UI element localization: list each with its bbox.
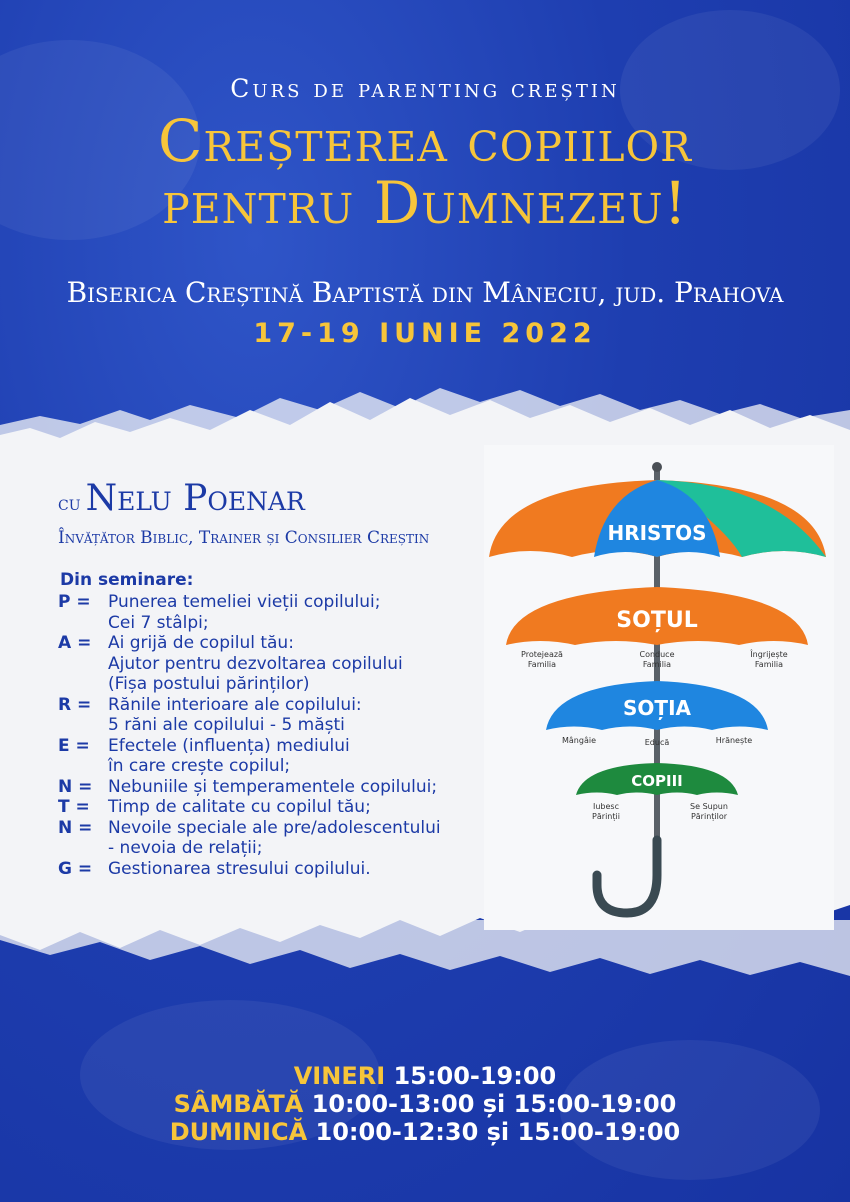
umbrella-tip bbox=[652, 462, 662, 472]
schedule bbox=[0, 1062, 850, 1146]
seminar-letter bbox=[58, 674, 108, 695]
tier-hristos-label: HRISTOS bbox=[607, 521, 707, 545]
tier-sotia-label: SOȚIA bbox=[623, 696, 691, 720]
tier-copiii-left-1: Iubesc bbox=[593, 802, 619, 811]
seminar-item bbox=[58, 654, 498, 675]
tier-sotia-left: Mângâie bbox=[562, 736, 596, 745]
tier-sotul-left-1: Protejează bbox=[521, 650, 563, 659]
tier-sotul-center-2: Familia bbox=[642, 660, 672, 669]
schedule-hours: 10:00-12:30 și 15:00-19:00 bbox=[315, 1118, 681, 1146]
tier-copiii-right-1: Se Supun bbox=[690, 802, 728, 811]
seminar-item bbox=[58, 818, 498, 839]
tier-copiii-label: COPIII bbox=[631, 772, 683, 790]
seminar-text: Ai grijă de copilul tău: bbox=[108, 633, 294, 653]
seminar-letter bbox=[58, 613, 108, 634]
tier-sotul-label: SOȚUL bbox=[616, 608, 698, 633]
seminar-letter: P = bbox=[58, 592, 91, 612]
schedule-day: SÂMBĂTĂ bbox=[173, 1090, 304, 1118]
seminar-item bbox=[58, 613, 498, 634]
seminar-text: Efectele (influența) mediului bbox=[108, 735, 350, 756]
seminar-text: Ajutor pentru dezvoltarea copilului bbox=[108, 653, 403, 674]
seminar-item bbox=[58, 674, 498, 695]
seminar-letter bbox=[58, 756, 108, 777]
seminar-item bbox=[58, 797, 498, 818]
seminar-text: 5 răni ale copilului - 5 măști bbox=[108, 715, 345, 735]
speaker-name: Nelu Poenar bbox=[85, 478, 305, 519]
tier-sotul-right-1: Îngrijește bbox=[750, 650, 788, 659]
course-title bbox=[0, 107, 850, 237]
title-line-1: Creșterea copiilor bbox=[157, 107, 693, 175]
event-dates: 17-19 IUNIE 2022 bbox=[253, 318, 597, 349]
seminar-list bbox=[58, 592, 498, 879]
seminar-letter: R = bbox=[58, 694, 92, 715]
tier-sotul-right-2: Familia bbox=[754, 660, 784, 669]
seminar-letter bbox=[58, 838, 108, 859]
seminar-text: Rănile interioare ale copilului: bbox=[108, 694, 362, 715]
seminars-heading: Din seminare: bbox=[60, 570, 194, 590]
seminar-text: Nebuniile și temperamentele copilului; bbox=[108, 776, 438, 797]
seminar-item bbox=[58, 859, 498, 880]
speaker-line bbox=[58, 478, 305, 519]
seminar-item bbox=[58, 592, 498, 613]
seminar-item bbox=[58, 695, 498, 716]
seminar-text: Punerea temeliei vieții copilului; bbox=[108, 592, 381, 612]
speaker-role: Învățător Biblic, Trainer și Consilier Creștin bbox=[58, 528, 430, 548]
church-location: Biserica Creștină Baptistă din Mâneciu, jud. Prahova bbox=[66, 276, 784, 309]
seminar-letter: T = bbox=[58, 797, 90, 817]
speaker-prefix: cu bbox=[58, 491, 81, 515]
schedule-day: VINERI bbox=[293, 1062, 386, 1090]
tier-sotul-left-2: Familia bbox=[527, 660, 557, 669]
seminar-item bbox=[58, 736, 498, 757]
tier-copiii-left-2: Părinții bbox=[592, 812, 620, 821]
tier-sotia-center: Educă bbox=[644, 738, 670, 747]
schedule-row bbox=[0, 1062, 850, 1090]
title-line-2: pentru Dumnezeu! bbox=[162, 169, 688, 237]
schedule-day: DUMINICĂ bbox=[169, 1118, 308, 1146]
seminar-item bbox=[58, 715, 498, 736]
schedule-hours: 15:00-19:00 bbox=[393, 1062, 557, 1090]
seminar-letter: G = bbox=[58, 858, 93, 879]
tier-sotia-right: Hrănește bbox=[715, 736, 753, 745]
seminar-letter: N = bbox=[58, 776, 93, 797]
seminar-letter: N = bbox=[58, 817, 93, 838]
seminar-text: Gestionarea stresului copilului. bbox=[108, 858, 371, 879]
course-subtitle: Curs de parenting creștin bbox=[230, 74, 620, 103]
seminar-item bbox=[58, 838, 498, 859]
schedule-row bbox=[0, 1090, 850, 1118]
seminar-letter: A = bbox=[58, 633, 92, 653]
seminar-letter bbox=[58, 654, 108, 675]
seminar-text: în care crește copilul; bbox=[108, 756, 291, 776]
seminar-text: - nevoia de relații; bbox=[108, 838, 263, 858]
seminar-text: Timp de calitate cu copilul tău; bbox=[108, 797, 371, 817]
seminar-item bbox=[58, 777, 498, 798]
schedule-hours: 10:00-13:00 și 15:00-19:00 bbox=[311, 1090, 677, 1118]
umbrella-illustration bbox=[484, 445, 834, 930]
seminar-item bbox=[58, 633, 498, 654]
tier-copiii-right-2: Părinților bbox=[690, 812, 728, 821]
seminar-letter bbox=[58, 715, 108, 736]
seminar-text: Cei 7 stâlpi; bbox=[108, 612, 209, 633]
seminar-text: Nevoile speciale ale pre/adolescentului bbox=[108, 817, 441, 838]
schedule-row bbox=[0, 1118, 850, 1146]
seminar-text: (Fișa postului părinților) bbox=[108, 674, 310, 694]
seminar-letter: E = bbox=[58, 735, 90, 756]
seminar-item bbox=[58, 756, 498, 777]
tier-sotul-center-1: Conduce bbox=[639, 650, 675, 659]
